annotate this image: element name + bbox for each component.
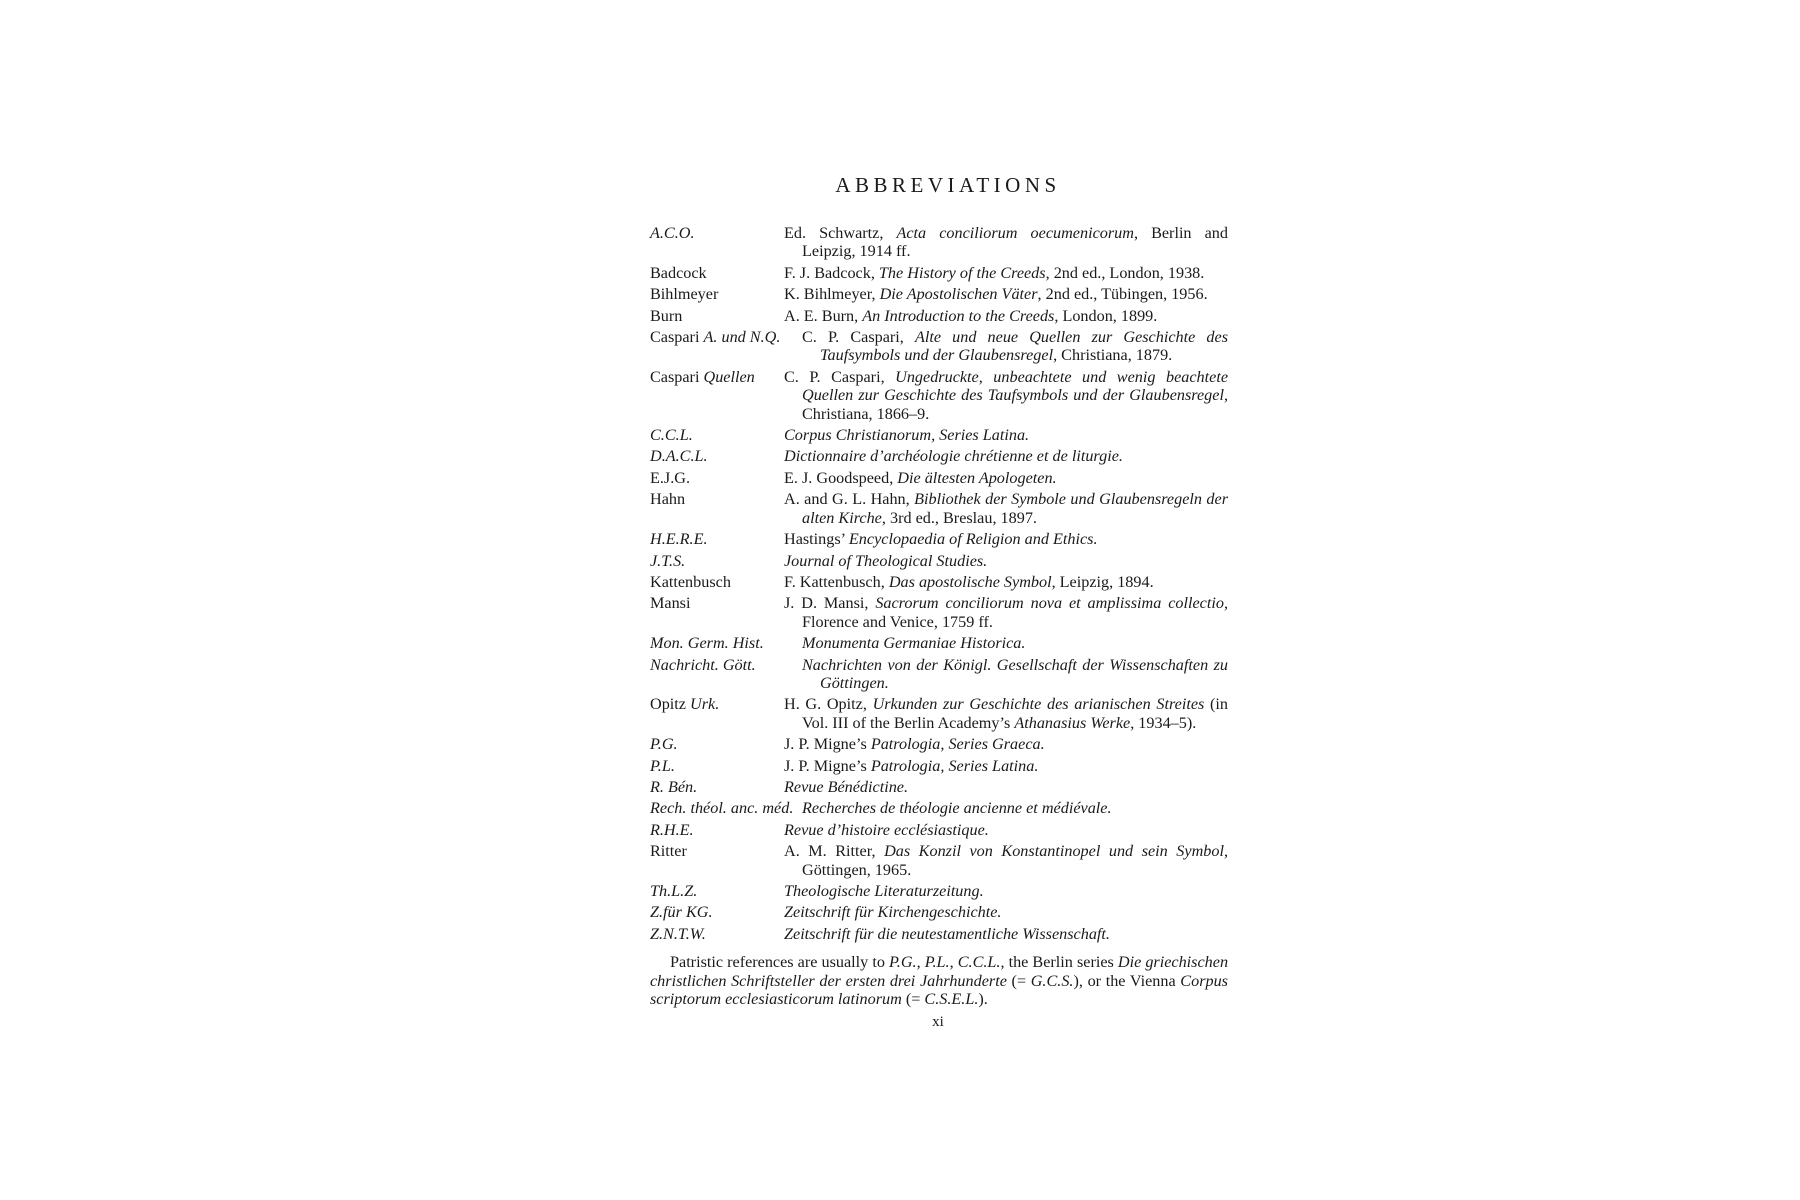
abbreviation-entry [648, 821, 1228, 839]
abbreviation-term: D.A.C.L. [650, 447, 708, 466]
abbreviation-entry [648, 925, 1228, 943]
abbreviation-description: E. J. Goodspeed, Die ältesten Apologeten. [784, 468, 1057, 487]
abbreviation-description: A. M. Ritter, Das Konzil von Konstantinopel und sein Symbol, Göttingen, 1965. [784, 842, 1228, 879]
abbreviation-entry [648, 656, 1228, 693]
abbreviation-entry [648, 490, 1228, 527]
abbreviation-term: E.J.G. [650, 468, 691, 487]
abbreviation-description: Theologische Literaturzeitung. [784, 882, 984, 900]
abbreviation-entry [648, 368, 1228, 423]
abbreviation-term: Z.für KG. [650, 903, 713, 922]
abbreviation-description: Revue Bénédictine. [784, 777, 909, 796]
abbreviation-list [648, 224, 1228, 943]
abbreviation-term: Mansi [650, 594, 691, 613]
abbreviation-term: Burn [650, 306, 683, 325]
abbreviation-term: R.H.E. [650, 820, 694, 839]
abbreviation-entry [648, 695, 1228, 732]
abbreviation-entry [648, 264, 1228, 282]
abbreviation-term: Badcock [650, 263, 707, 282]
abbreviation-term: J.T.S. [650, 551, 686, 570]
abbreviation-entry [648, 307, 1228, 325]
abbreviation-term: Z.N.T.W. [650, 924, 706, 943]
abbreviation-term: H.E.R.E. [650, 530, 708, 549]
abbreviation-entry [648, 447, 1228, 465]
abbreviation-entry [648, 285, 1228, 303]
abbreviation-entry [648, 778, 1228, 796]
abbreviation-term: Rech. théol. anc. méd. [650, 799, 794, 818]
abbreviation-term: Caspari A. und N.Q. [650, 328, 781, 347]
patristic-note: Patristic references are usually to P.G., P.L., C.C.L., the Berlin series Die griechischen christlichen Schriftsteller der ersten drei Jahrhunderte (= G.C.S.), or the Vienna Corpus scriptorum ecclesiasticorum latinorum (= C.S.E.L.). [650, 953, 1229, 1009]
abbreviation-entry [648, 842, 1228, 879]
abbreviation-description: A. and G. L. Hahn, Bibliothek der Symbole und Glaubensregeln der alten Kirche, 3rd ed., Breslau, 1897. [784, 490, 1228, 527]
abbreviation-term: C.C.L. [650, 426, 693, 445]
abbreviation-description: Recherches de théologie ancienne et médiévale. [802, 799, 1112, 818]
abbreviation-term: Th.L.Z. [650, 882, 698, 900]
abbreviation-term: P.G. [650, 735, 678, 754]
abbreviation-entry [648, 799, 1228, 817]
abbreviation-description: Zeitschrift für die neutestamentliche Wissenschaft. [784, 924, 1110, 943]
abbreviation-description: Hastings’ Encyclopaedia of Religion and Ethics. [784, 530, 1098, 549]
abbreviation-description: Zeitschrift für Kirchengeschichte. [784, 903, 1002, 922]
abbreviation-entry [648, 469, 1228, 487]
abbreviation-entry [648, 573, 1228, 591]
abbreviation-term: Bihlmeyer [650, 285, 719, 304]
abbreviation-term: R. Bén. [650, 777, 698, 796]
page-number: xi [932, 1014, 944, 1031]
abbreviation-term: P.L. [650, 756, 675, 775]
abbreviation-entry [648, 426, 1228, 444]
abbreviation-term: Kattenbusch [650, 572, 731, 591]
abbreviations-page [648, 168, 1228, 1031]
abbreviation-entry [648, 735, 1228, 753]
abbreviation-description: F. Kattenbusch, Das apostolische Symbol, Leipzig, 1894. [784, 572, 1154, 591]
abbreviation-description: Journal of Theological Studies. [784, 551, 988, 570]
abbreviation-description: Nachrichten von der Königl. Gesellschaft der Wissenschaften zu Göttingen. [802, 655, 1228, 692]
abbreviation-description: J. D. Mansi, Sacrorum conciliorum nova et amplissima collectio, Florence and Venice, 1759 ff. [784, 594, 1228, 631]
abbreviation-description: C. P. Caspari, Alte und neue Quellen zur Geschichte des Taufsymbols und der Glaubensregel, Christiana, 1879. [802, 328, 1228, 365]
abbreviation-entry [648, 224, 1228, 261]
abbreviation-description: C. P. Caspari, Ungedruckte, unbeachtete und wenig beachtete Quellen zur Geschichte des Taufsymbols und der Glaubensregel, Christiana, 1866–9. [784, 367, 1228, 423]
abbreviation-entry [648, 903, 1228, 921]
abbreviation-entry [648, 634, 1228, 652]
abbreviation-description: Revue d’histoire ecclésiastique. [784, 820, 989, 839]
abbreviation-entry [648, 328, 1228, 365]
abbreviation-term: Caspari Quellen [650, 367, 755, 386]
abbreviation-description: H. G. Opitz, Urkunden zur Geschichte des arianischen Streites (in Vol. III of the Berlin Academy’s Athanasius Werke, 1934–5). [784, 695, 1229, 732]
abbreviation-entry [648, 594, 1228, 631]
abbreviation-description: J. P. Migne’s Patrologia, Series Latina. [784, 756, 1039, 775]
abbreviation-term: Nachricht. Gött. [650, 655, 756, 674]
abbreviation-description: A. E. Burn, An Introduction to the Creeds, London, 1899. [784, 306, 1158, 325]
abbreviation-description: F. J. Badcock, The History of the Creeds, 2nd ed., London, 1938. [784, 263, 1205, 282]
abbreviation-entry [648, 530, 1228, 548]
abbreviation-entry [648, 882, 1228, 900]
abbreviation-term: Mon. Germ. Hist. [650, 634, 764, 653]
abbreviation-description: Ed. Schwartz, Acta conciliorum oecumenicorum, Berlin and Leipzig, 1914 ff. [784, 224, 1228, 261]
abbreviation-term: A.C.O. [650, 224, 695, 242]
abbreviation-entry [648, 552, 1228, 570]
abbreviation-description: K. Bihlmeyer, Die Apostolischen Väter, 2nd ed., Tübingen, 1956. [784, 285, 1208, 304]
abbreviation-description: Monumenta Germaniae Historica. [802, 634, 1026, 653]
abbreviation-term: Hahn [650, 490, 686, 509]
abbreviation-description: J. P. Migne’s Patrologia, Series Graeca. [784, 735, 1045, 754]
abbreviation-term: Opitz Urk. [650, 695, 720, 714]
abbreviation-description: Dictionnaire d’archéologie chrétienne et de liturgie. [784, 447, 1123, 466]
page-title: ABBREVIATIONS [835, 173, 1061, 197]
abbreviation-entry [648, 757, 1228, 775]
abbreviation-term: Ritter [650, 842, 687, 861]
abbreviation-description: Corpus Christianorum, Series Latina. [784, 426, 1030, 445]
